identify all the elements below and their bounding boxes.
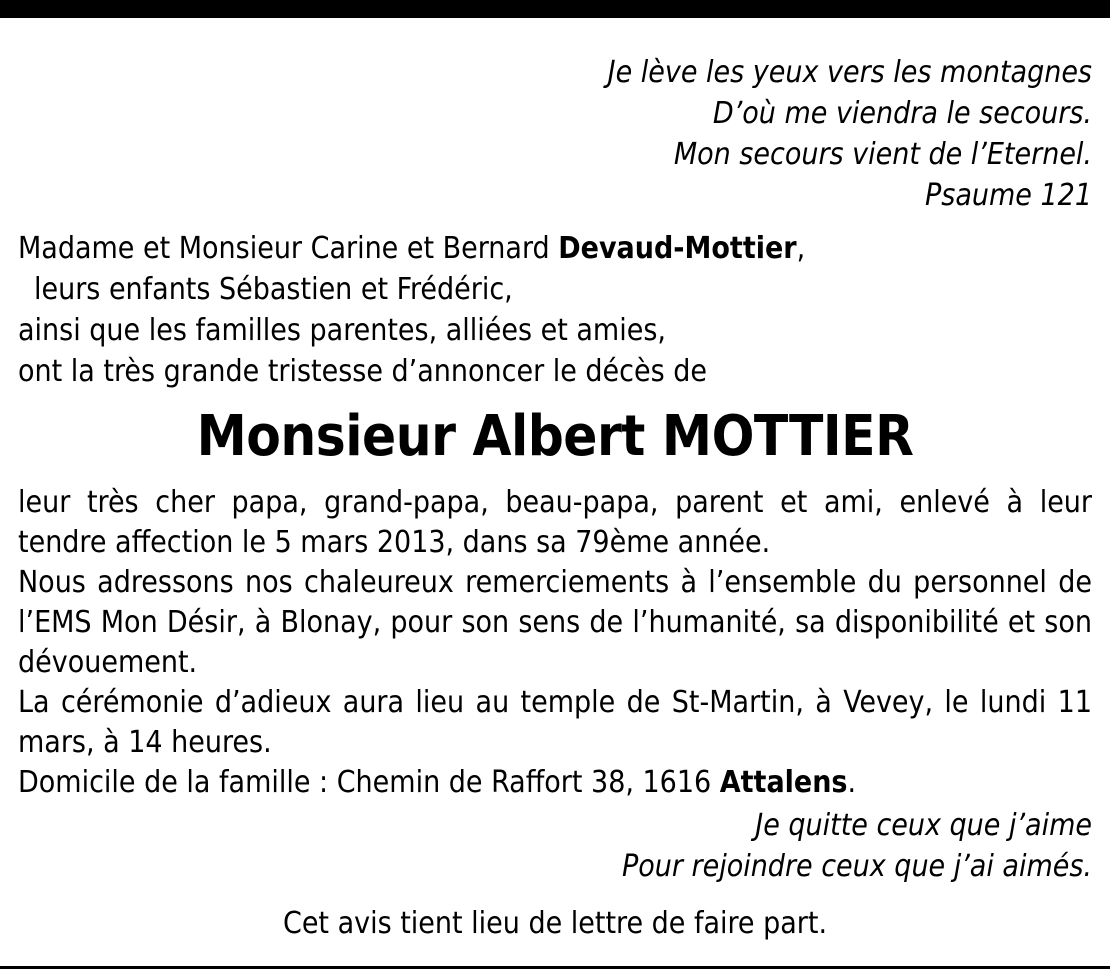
family-surname: Devaud-Mottier <box>558 231 797 266</box>
closing-line-2: Pour rejoindre ceux que j’ai aimés. <box>621 849 1092 884</box>
family-address <box>18 763 1092 803</box>
family-line-4: ont la très grande tristesse d’annoncer le décès de <box>18 354 707 389</box>
verse-reference: Psaume 121 <box>925 178 1092 213</box>
verse-line-3: Mon secours vient de l’Eternel. <box>673 137 1092 172</box>
bottom-border <box>0 966 1110 969</box>
address-town: Attalens <box>719 765 848 800</box>
family-line-1-suffix: , <box>796 231 806 266</box>
closing-verse <box>18 805 1092 887</box>
body-paragraph-1: leur très cher papa, grand-papa, beau-papa, parent et ami, enlevé à leur tendre affection le 5 mars 2013, dans sa 79ème année. <box>18 485 1092 560</box>
top-border <box>0 0 1110 18</box>
footer-note: Cet avis tient lieu de lettre de faire part. <box>282 906 828 941</box>
body-paragraph-3: La cérémonie d’adieux aura lieu au temple de St-Martin, à Vevey, le lundi 11 mars, à 14 heures. <box>18 685 1092 760</box>
body-paragraph-2: Nous adressons nos chaleureux remerciements à l’ensemble du personnel de l’EMS Mon Désir, à Blonay, pour son sens de l’humanité, sa disponibilité et son dévouement. <box>18 565 1092 680</box>
verse-line-2: D’où me viendra le secours. <box>712 96 1092 131</box>
deceased-name: Monsieur Albert MOTTIER <box>196 404 914 469</box>
address-suffix: . <box>847 765 857 800</box>
family-line-2: leurs enfants Sébastien et Frédéric, <box>34 272 513 307</box>
family-line-1-prefix: Madame et Monsieur Carine et Bernard <box>18 231 559 266</box>
family-line-3: ainsi que les familles parentes, alliées et amies, <box>18 313 666 348</box>
closing-line-1: Je quitte ceux que j’aime <box>755 808 1092 843</box>
family-announcement <box>18 228 1092 392</box>
opening-verse <box>18 52 1092 216</box>
verse-line-1: Je lève les yeux vers les montagnes <box>607 55 1092 90</box>
address-prefix: Domicile de la famille : Chemin de Raffort 38, 1616 <box>18 765 720 800</box>
notice-body <box>18 483 1092 803</box>
family-line-1 <box>18 228 1092 269</box>
death-notice <box>18 52 1092 944</box>
